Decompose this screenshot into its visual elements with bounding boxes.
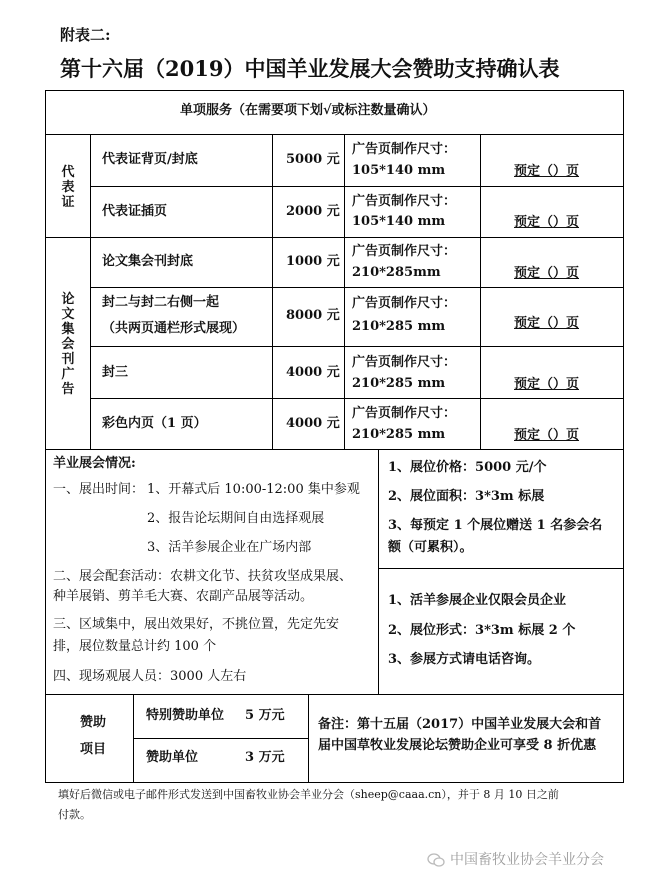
sponsorship-label: 赞助 bbox=[80, 715, 107, 730]
exhibition-area: 三、区域集中，展出效果好，不挑位置，先定先安 bbox=[53, 617, 340, 632]
item-price: 4000 元 bbox=[286, 416, 340, 431]
exhibition-time-item: 3、活羊参展企业在广场内部 bbox=[147, 540, 312, 555]
watermark: 中国畜牧业协会羊业分会 bbox=[450, 852, 604, 868]
booth-info: 1、展位价格：5000 元/个 bbox=[388, 460, 547, 475]
size-label: 广告页制作尺寸： bbox=[352, 194, 457, 209]
size-label: 广告页制作尺寸： bbox=[352, 296, 457, 311]
size-value: 210*285mm bbox=[352, 265, 441, 280]
item-price: 4000 元 bbox=[286, 365, 340, 380]
sponsorship-label: 项目 bbox=[80, 742, 107, 757]
footer-note: 付款。 bbox=[58, 808, 91, 821]
size-label: 广告页制作尺寸： bbox=[352, 142, 457, 157]
item-name: 封二与封二右侧一起 bbox=[102, 295, 220, 310]
regular-sponsor-name: 赞助单位 bbox=[146, 750, 199, 765]
sponsorship-remark: 备注：第十五届（2017）中国羊业发展大会和首 bbox=[318, 717, 602, 732]
item-name: 代表证背页/封底 bbox=[102, 152, 198, 167]
size-value: 105*140 mm bbox=[352, 214, 446, 229]
special-sponsor-name: 特别赞助单位 bbox=[146, 708, 225, 723]
size-value: 210*285 mm bbox=[352, 427, 446, 442]
item-name-detail: （共两页通栏形式展现） bbox=[102, 321, 246, 336]
exhibition-area: 排，展位数量总计约 100 个 bbox=[53, 639, 217, 654]
reserve-field[interactable]: 预定（）页 bbox=[514, 266, 580, 281]
size-value: 210*285 mm bbox=[352, 376, 446, 391]
exhibition-time-item: 1、开幕式后 10:00-12:00 集中参观 bbox=[147, 482, 360, 497]
item-name: 封三 bbox=[102, 365, 129, 380]
size-label: 广告页制作尺寸： bbox=[352, 244, 457, 259]
group-label-proceedings: 论文集会刊广告 bbox=[61, 292, 75, 397]
reserve-field[interactable]: 预定（）页 bbox=[514, 377, 580, 392]
group-label-badge: 代表证 bbox=[61, 165, 75, 210]
exhibition-title: 羊业展会情况: bbox=[53, 456, 136, 471]
attachment-label: 附表二: bbox=[60, 26, 111, 44]
live-sheep-info: 2、展位形式：3*3m 标展 2 个 bbox=[388, 623, 576, 638]
wechat-icon bbox=[427, 852, 445, 868]
item-price: 5000 元 bbox=[286, 152, 340, 167]
item-name: 彩色内页（1 页） bbox=[102, 416, 207, 431]
reserve-field[interactable]: 预定（）页 bbox=[514, 316, 580, 331]
special-sponsor-amount: 5 万元 bbox=[245, 708, 285, 723]
size-label: 广告页制作尺寸： bbox=[352, 406, 457, 421]
item-price: 8000 元 bbox=[286, 308, 340, 323]
exhibition-time-label: 一、展出时间： bbox=[53, 482, 145, 497]
reserve-field[interactable]: 预定（）页 bbox=[514, 215, 580, 230]
booth-info: 2、展位面积：3*3m 标展 bbox=[388, 489, 545, 504]
booth-info: 额（可累积）。 bbox=[388, 540, 473, 555]
page-title: 第十六届（2019）中国羊业发展大会赞助支持确认表 bbox=[60, 56, 560, 81]
regular-sponsor-amount: 3 万元 bbox=[245, 750, 285, 765]
exhibition-activities: 二、展会配套活动：农耕文化节、扶贫攻坚成果展、 bbox=[53, 569, 353, 584]
exhibition-visitors: 四、现场观展人员：3000 人左右 bbox=[53, 669, 247, 684]
sponsorship-remark: 届中国草牧业发展论坛赞助企业可享受 8 折优惠 bbox=[318, 738, 597, 753]
live-sheep-info: 3、参展方式请电话咨询。 bbox=[388, 652, 541, 667]
reserve-field[interactable]: 预定（）页 bbox=[514, 164, 580, 179]
size-value: 210*285 mm bbox=[352, 319, 446, 334]
live-sheep-info: 1、活羊参展企业仅限会员企业 bbox=[388, 593, 567, 608]
exhibition-activities: 种羊展销、剪羊毛大赛、农副产品展等活动。 bbox=[53, 589, 314, 604]
item-price: 1000 元 bbox=[286, 254, 340, 269]
item-name: 代表证插页 bbox=[102, 204, 168, 219]
exhibition-time-item: 2、报告论坛期间自由选择观展 bbox=[147, 511, 325, 526]
footer-note: 填好后微信或电子邮件形式发送到中国畜牧业协会羊业分会（sheep@caaa.cn），并于 8 月 10 日之前 bbox=[58, 788, 559, 801]
booth-info: 3、每预定 1 个展位赠送 1 名参会名 bbox=[388, 518, 603, 533]
size-label: 广告页制作尺寸： bbox=[352, 355, 457, 370]
size-value: 105*140 mm bbox=[352, 163, 446, 178]
item-name: 论文集会刊封底 bbox=[102, 254, 194, 269]
reserve-field[interactable]: 预定（）页 bbox=[514, 428, 580, 443]
single-service-header: 单项服务（在需要项下划√或标注数量确认） bbox=[180, 103, 436, 118]
item-price: 2000 元 bbox=[286, 204, 340, 219]
